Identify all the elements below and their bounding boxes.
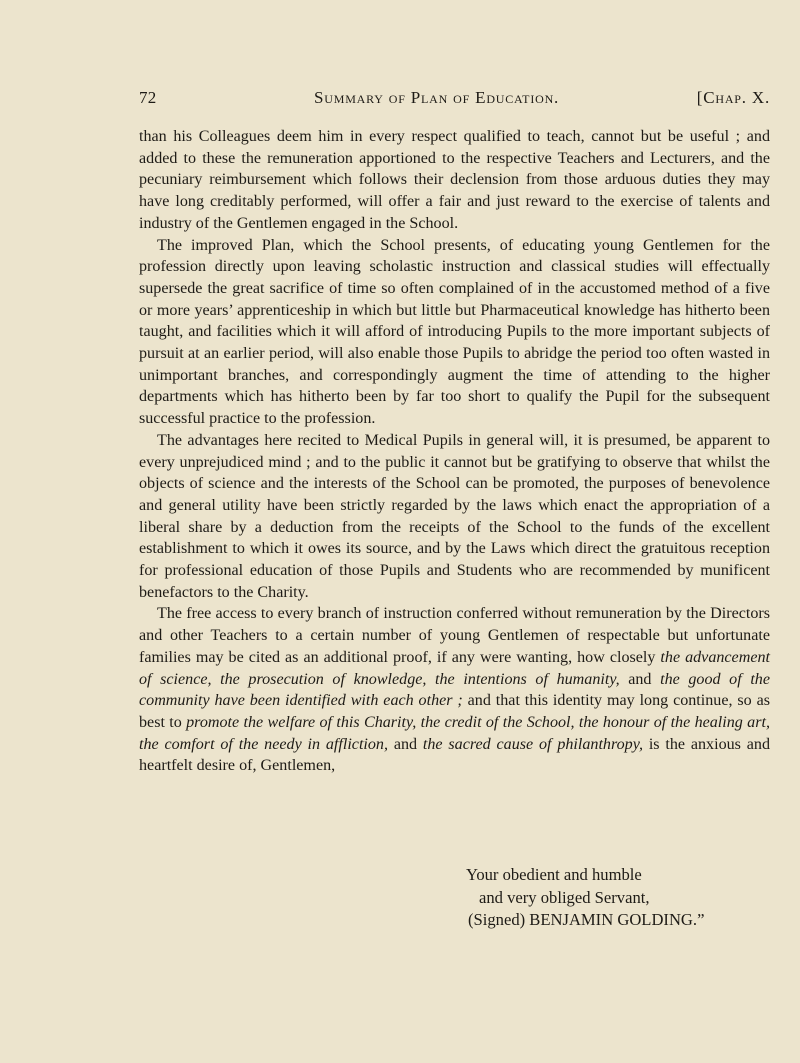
paragraph-4-italic-1: the advancement of science, the prosecution of knowledge, the intentions of humanity,: [139, 648, 770, 688]
paragraph-3: The advantages here recited to Medical Pupils in general will, it is presumed, be apparent to every unprejudiced mind ; and to the public it cannot but be gratifying to observe that whilst the objects of science and the interests of the School can be promoted, the purposes of benevolence and general utility have been strictly regarded by the laws which enact the appropriation of a liberal share by a deduction from the receipts of the School to the funds of the excellent establishment to which it owes its source, and by the Laws which direct the gratuitous reception for professional education of those Pupils and Students who are recommended by munificent benefactors to the Charity.: [139, 431, 770, 601]
paragraph-4-text-1: The free access to every branch of instruction conferred without remuneration by the Directors and other Teachers to a certain number of young Gentlemen of respectable but unfortunate families may be cited as an additional proof, if any were wanting, how closely: [139, 605, 770, 666]
paragraph-4-text-2: and: [619, 670, 661, 688]
closing-line-2: and very obliged Servant,: [479, 887, 650, 907]
body-text: [139, 126, 770, 777]
paragraph-1: than his Colleagues deem him in every respect qualified to teach, cannot but be useful ; and added to these the remuneration apportioned to the respective Teachers and Lecturers, and the pecuniary reimbursement which follows their declension from those arduous duties they may have long creditably performed, will offer a fair and just reward to the exercise of talents and industry of the Gentlemen engaged in the School.: [139, 128, 770, 232]
paragraph-2: The improved Plan, which the School presents, of educating young Gentlemen for the profession directly upon leaving scholastic instruction and classical studies will effectually supersede the great sacrifice of time so often complained of in the accustomed method of a five or more years’ apprenticeship in which but little but Pharmaceutical knowledge has hitherto been taught, and facilities which it will afford of introducing Pupils to the more important subjects of pursuit at an earlier period, will also enable those Pupils to abridge the period too often wasted in unimportant branches, and correspondingly augment the time of attending to the higher departments which has hitherto been by far too short to qualify the Pupil for the subsequent successful practice to the profession.: [139, 236, 770, 428]
chapter-label: [Chap. X.: [696, 88, 770, 107]
paragraph-4: [139, 603, 770, 777]
closing-line-1: Your obedient and humble: [466, 865, 642, 884]
paragraph-4-text-5: is the anxious and heartfelt desire of, Gentlemen,: [139, 735, 770, 775]
running-header: [139, 88, 770, 112]
signature-line: (Signed) BENJAMIN GOLDING.”: [468, 910, 705, 929]
paragraph-4-italic-3: promote the welfare of this Charity, the credit of the School, the honour of the healing art, the comfort of the needy in affliction,: [139, 713, 770, 753]
running-title: Summary of Plan of Education.: [314, 88, 560, 107]
paragraph-4-italic-4: the sacred cause of philanthropy,: [422, 735, 644, 753]
page-number: 72: [139, 88, 157, 107]
paragraph-4-italic-2: the good of the community have been identified with each other ;: [139, 670, 770, 710]
paragraph-4-text-3: and that this identity may long continue, so as best to: [139, 692, 770, 731]
letter-closing: [466, 864, 786, 932]
paragraph-4-text-4: and: [388, 735, 423, 753]
